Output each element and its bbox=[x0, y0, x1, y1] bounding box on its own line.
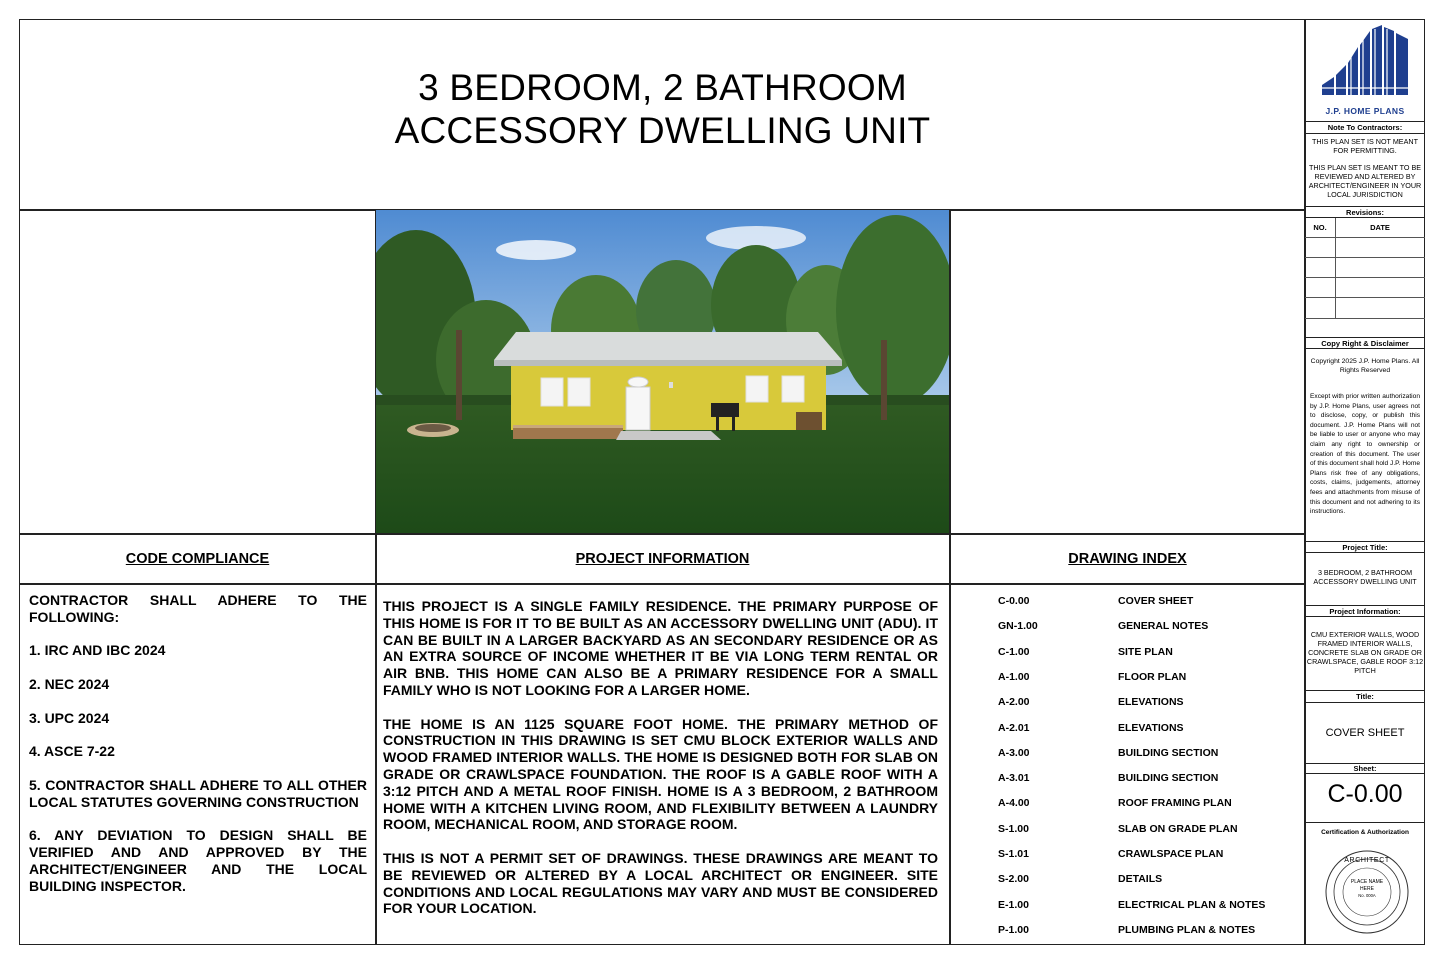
index-row bbox=[952, 671, 1304, 696]
index-sheet-number: A-4.00 bbox=[998, 797, 1030, 810]
revisions-date-header: DATE bbox=[1370, 223, 1390, 232]
divider bbox=[1335, 218, 1336, 319]
index-sheet-name: COVER SHEET bbox=[1118, 595, 1194, 607]
architect-seal bbox=[1324, 849, 1410, 935]
disclaimer-text: Except with prior written authorization by J.P. Home Plans, user agrees not to disclose, copy, or publish this document. J.P. Home Plans will not be liable to user or anyone who may claim any right to ownership or creation of this document. The user of this document shall hold J.P. Home Plans risk free of any obligations, costs, claims, judgements, attorney fees and attachments from misuse of this document and not adhering to its instructions. bbox=[1310, 393, 1420, 516]
divider bbox=[1305, 277, 1425, 278]
divider bbox=[1305, 822, 1425, 823]
code-item: CONTRACTOR SHALL ADHERE TO THE FOLLOWING: bbox=[29, 592, 367, 625]
index-sheet-name: BUILDING SECTION bbox=[1118, 772, 1219, 785]
divider bbox=[1305, 616, 1425, 617]
revisions-table bbox=[1305, 218, 1425, 319]
index-sheet-number: S-1.01 bbox=[998, 848, 1029, 860]
divider bbox=[1305, 773, 1425, 774]
house-rendering-svg bbox=[376, 210, 949, 533]
divider bbox=[1305, 121, 1425, 122]
seal-name-line: PLACE NAME bbox=[1350, 879, 1384, 885]
project-title-heading: Project Title: bbox=[1342, 543, 1388, 552]
index-sheet-name: GENERAL NOTES bbox=[1118, 620, 1209, 633]
building-logo-icon bbox=[1322, 25, 1408, 95]
project-information-text bbox=[383, 598, 938, 934]
divider bbox=[1305, 541, 1425, 542]
index-sheet-name: ELECTRICAL PLAN & NOTES bbox=[1118, 898, 1266, 911]
divider bbox=[1305, 337, 1425, 338]
index-sheet-name: SLAB ON GRADE PLAN bbox=[1118, 822, 1238, 835]
seal-name-line: HERE bbox=[1360, 886, 1374, 892]
index-row bbox=[952, 823, 1304, 848]
divider bbox=[949, 209, 951, 945]
divider bbox=[1305, 237, 1425, 238]
index-sheet-name: ELEVATIONS bbox=[1118, 721, 1184, 734]
seal-label: ARCHITECT bbox=[1344, 857, 1390, 864]
sheet-number-heading: Sheet: bbox=[1353, 764, 1377, 773]
code-item: 3. UPC 2024 bbox=[29, 709, 110, 726]
code-item: 6. ANY DEVIATION TO DESIGN SHALL BE VERIFIED AND AND APPROVED BY THE ARCHITECT/ENGINEER AND THE LOCAL BUILDING INSPECTOR. bbox=[29, 827, 367, 894]
certification-heading: Certification & Authorization bbox=[1321, 829, 1409, 836]
copyright-heading: Copy Right & Disclaimer bbox=[1321, 339, 1409, 348]
drawing-index-heading: DRAWING INDEX bbox=[1068, 551, 1187, 567]
index-sheet-number: A-2.00 bbox=[998, 696, 1030, 709]
divider bbox=[1305, 133, 1425, 134]
house-roof bbox=[494, 332, 842, 360]
index-row bbox=[952, 747, 1304, 772]
index-sheet-number: C-1.00 bbox=[998, 645, 1030, 658]
index-row bbox=[952, 646, 1304, 671]
index-row bbox=[952, 848, 1304, 873]
company-logo bbox=[1322, 25, 1408, 95]
sheet-number: C-0.00 bbox=[1327, 780, 1403, 808]
main-title-line1: 3 BEDROOM, 2 BATHROOM bbox=[418, 67, 907, 108]
index-sheet-name: FLOOR PLAN bbox=[1118, 670, 1187, 683]
divider bbox=[1305, 605, 1425, 606]
seal-number: No. 000A bbox=[1358, 893, 1376, 898]
index-sheet-name: DETAILS bbox=[1118, 873, 1163, 886]
index-row bbox=[952, 595, 1304, 620]
index-row bbox=[952, 620, 1304, 645]
index-sheet-name: PLUMBING PLAN & NOTES bbox=[1118, 923, 1256, 936]
project-title-text: 3 BEDROOM, 2 BATHROOM ACCESSORY DWELLING UNIT bbox=[1313, 568, 1417, 586]
divider bbox=[1305, 257, 1425, 258]
house-rendering bbox=[376, 210, 949, 533]
index-sheet-name: CRAWLSPACE PLAN bbox=[1118, 848, 1224, 860]
project-info-heading: Project Information: bbox=[1329, 607, 1401, 616]
project-paragraph: THE HOME IS AN 1125 SQUARE FOOT HOME. THE PRIMARY METHOD OF CONSTRUCTION IN THIS DRAWING IS SET CMU BLOCK EXTERIOR WALLS AND WOOD FRAMED INTERIOR WALLS. THE HOME IS DESIGNED BOTH FOR SLAB ON GRADE OR CRAWLSPACE FOUNDATION. THE ROOF IS A GABLE ROOF WITH A 3:12 PITCH AND A METAL ROOF FINISH. HOME IS A 3 BEDROOM, 2 BATHROOM HOME WITH A KITCHEN LIVING ROOM, AND FLEXIBILITY BETWEEN A LAUNDRY ROOM, MECHANICAL ROOM, AND STORAGE ROOM. bbox=[383, 715, 938, 833]
index-sheet-number: E-1.00 bbox=[998, 898, 1029, 911]
index-row bbox=[952, 899, 1304, 924]
index-sheet-number: S-2.00 bbox=[998, 873, 1029, 886]
divider bbox=[1305, 348, 1425, 349]
divider bbox=[1305, 206, 1425, 207]
code-item: 5. CONTRACTOR SHALL ADHERE TO ALL OTHER LOCAL STATUTES GOVERNING CONSTRUCTION bbox=[29, 776, 367, 810]
note-line-2: THIS PLAN SET IS MEANT TO BE REVIEWED AND ALTERED BY ARCHITECT/ENGINEER IN YOUR LOCAL JURISDICTION bbox=[1308, 163, 1422, 199]
index-sheet-name: ELEVATIONS bbox=[1118, 696, 1184, 709]
note-line-1: THIS PLAN SET IS NOT MEANT FOR PERMITTING. bbox=[1312, 137, 1418, 155]
divider bbox=[1305, 297, 1425, 298]
index-sheet-number: P-1.00 bbox=[998, 923, 1029, 936]
code-item: 1. IRC AND IBC 2024 bbox=[29, 642, 166, 659]
note-heading: Note To Contractors: bbox=[1327, 123, 1403, 132]
index-row bbox=[952, 873, 1304, 898]
index-sheet-number: S-1.00 bbox=[998, 822, 1029, 835]
revisions-heading: Revisions: bbox=[1346, 208, 1384, 217]
code-compliance-list bbox=[29, 592, 367, 911]
index-sheet-number: GN-1.00 bbox=[998, 620, 1038, 633]
index-row bbox=[952, 797, 1304, 822]
revisions-no-header: NO. bbox=[1313, 223, 1327, 232]
company-name: J.P. HOME PLANS bbox=[1325, 106, 1405, 116]
index-sheet-number: A-3.01 bbox=[998, 772, 1030, 785]
divider bbox=[1305, 552, 1425, 553]
code-item: 4. ASCE 7-22 bbox=[29, 743, 115, 760]
project-info-text: CMU EXTERIOR WALLS, WOOD FRAMED INTERIOR WALLS, CONCRETE SLAB ON GRADE OR CRAWLSPACE, GABLE ROOF 3:12 PITCH bbox=[1306, 630, 1424, 675]
index-sheet-name: ROOF FRAMING PLAN bbox=[1118, 797, 1232, 810]
divider bbox=[1305, 690, 1425, 691]
project-paragraph: THIS IS NOT A PERMIT SET OF DRAWINGS. THESE DRAWINGS ARE MEANT TO BE REVIEWED OR ALTERED BY A LOCAL ARCHITECT OR ENGINEER. SITE CONDITIONS AND LOCAL REGULATIONS MAY VARY AND MUST BE CONSIDERED FOR YOUR LOCATION. bbox=[383, 849, 938, 917]
index-sheet-number: C-0.00 bbox=[998, 595, 1030, 607]
divider bbox=[19, 583, 1305, 585]
divider bbox=[1305, 702, 1425, 703]
index-row bbox=[952, 772, 1304, 797]
index-row bbox=[952, 722, 1304, 747]
index-row bbox=[952, 696, 1304, 721]
sheet-title-heading: Title: bbox=[1356, 692, 1374, 701]
index-sheet-name: SITE PLAN bbox=[1118, 645, 1173, 658]
index-row bbox=[952, 924, 1304, 949]
index-sheet-number: A-3.00 bbox=[998, 746, 1030, 759]
divider bbox=[19, 533, 1305, 535]
project-paragraph: THIS PROJECT IS A SINGLE FAMILY RESIDENCE. THE PRIMARY PURPOSE OF THIS HOME IS FOR IT TO BE BUILT AS AN ACCESSORY DWELLING UNIT (ADU). IT CAN BE BUILT IN A LARGER BACKYARD AS AN SECONDARY RESIDENCE OR AS AN EXTRA SOURCE OF INCOME WHETHER IT BE VIA LONG TERM RENTAL OR AIR BNB. THIS HOME CAN ALSO BE A PRIMARY RESIDENCE FOR A SMALL FAMILY WHO IS NOT LOOKING FOR A LARGER HOME. bbox=[383, 598, 938, 698]
main-title bbox=[20, 66, 1305, 152]
code-compliance-heading: CODE COMPLIANCE bbox=[125, 551, 270, 567]
code-item: 2. NEC 2024 bbox=[29, 675, 110, 692]
index-sheet-number: A-1.00 bbox=[998, 670, 1030, 683]
index-sheet-name: BUILDING SECTION bbox=[1118, 746, 1219, 759]
project-information-heading: PROJECT INFORMATION bbox=[575, 551, 750, 567]
sheet-title: COVER SHEET bbox=[1325, 727, 1405, 739]
main-title-line2: ACCESSORY DWELLING UNIT bbox=[394, 110, 931, 151]
copyright-line: Copyright 2025 J.P. Home Plans. All Rights Reserved bbox=[1310, 358, 1420, 374]
index-sheet-number: A-2.01 bbox=[998, 721, 1030, 734]
